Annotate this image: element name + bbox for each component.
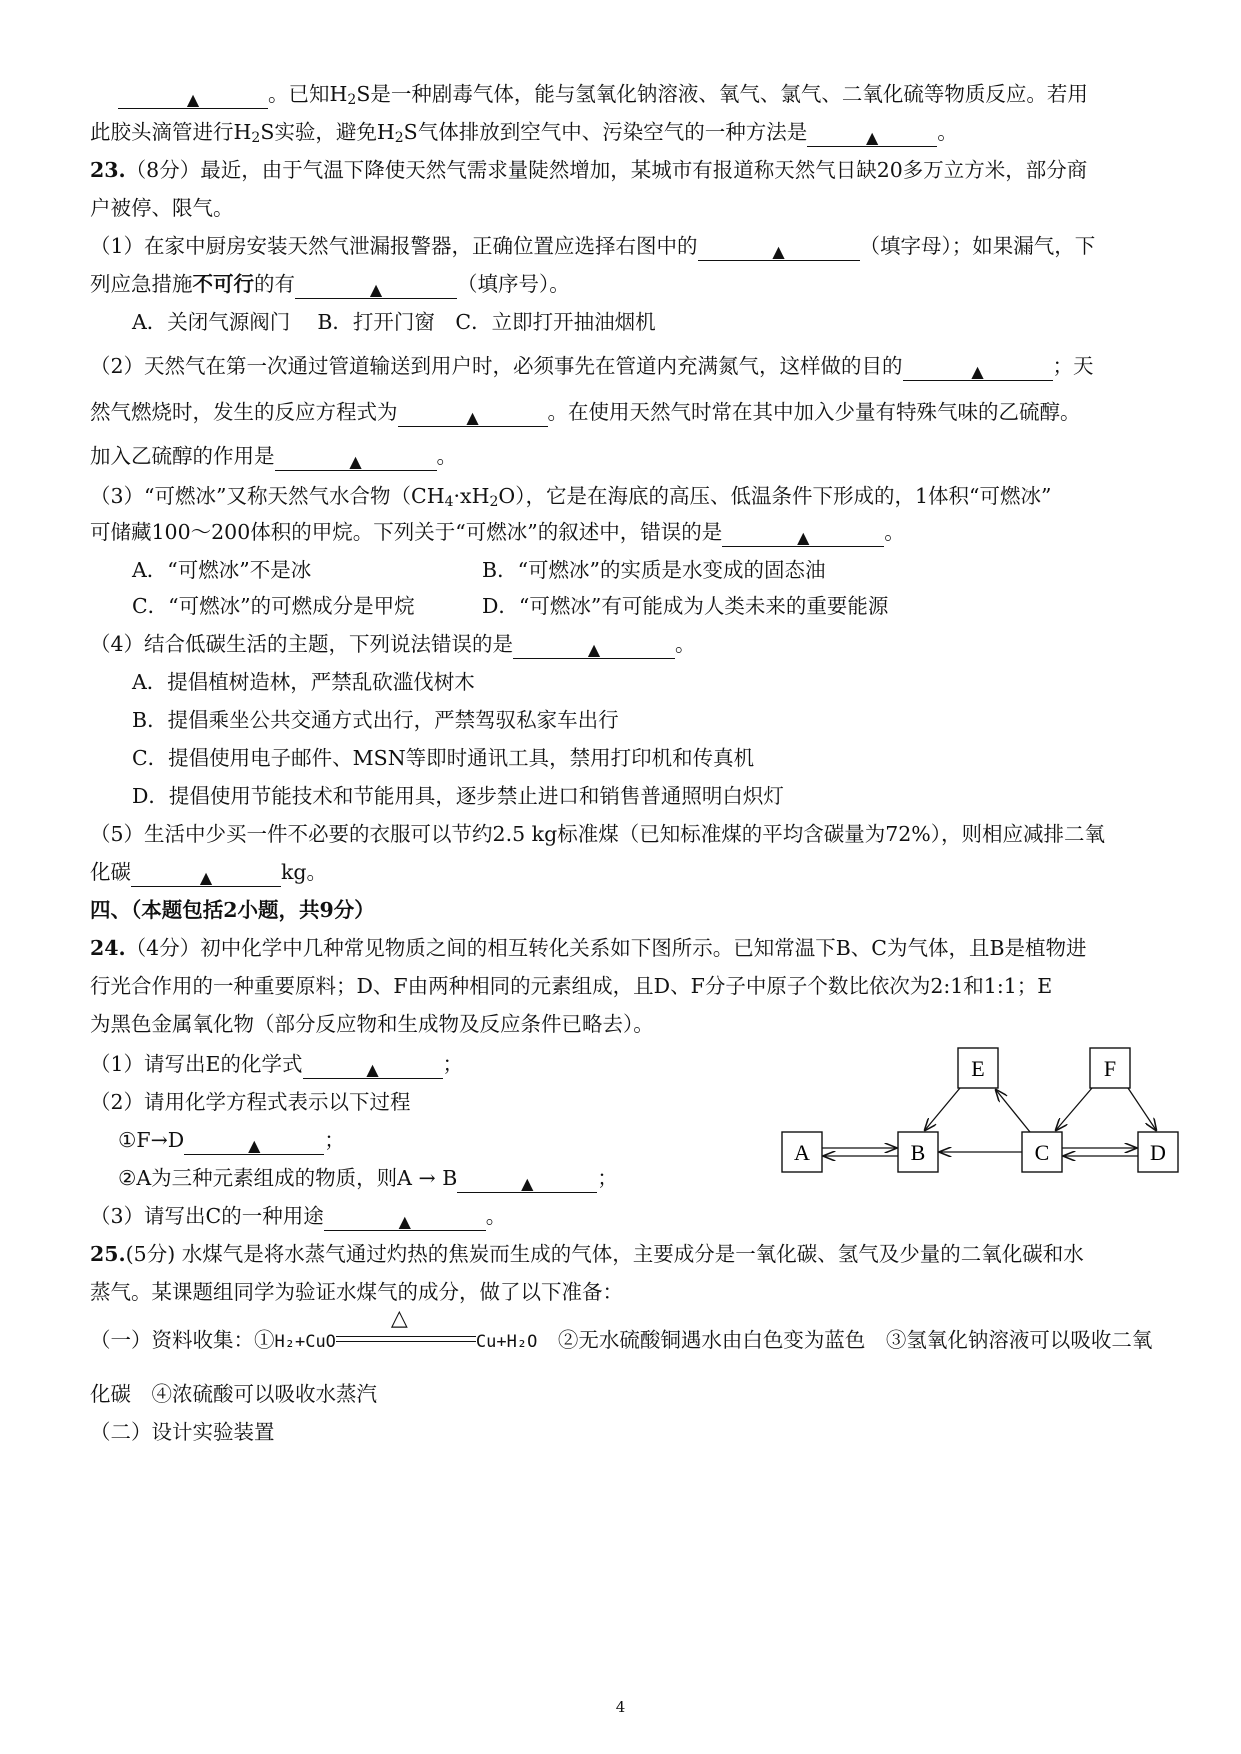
node-label: B [910, 1140, 926, 1165]
answer-blank[interactable]: ▲ [698, 236, 860, 261]
text-line: （二）设计实验装置 [90, 1420, 275, 1444]
answer-blank[interactable]: ▲ [513, 634, 675, 659]
text-line: 列应急措施不可行的有 ▲ （填序号）。 [90, 272, 570, 299]
question-23: 23.（8分）最近，由于气温下降使天然气需求量陡然增加，某城市有报道称天然气日缺20多万立方米，部分商 [90, 158, 1088, 182]
page-number: 4 [615, 1698, 626, 1716]
text-line: （1）在家中厨房安装天然气泄漏报警器，正确位置应选择右图中的 ▲ （填字母）；如果漏气，下 [90, 234, 1096, 261]
equation-left: H₂+CuO [274, 1332, 336, 1352]
section-heading: 四、（本题包括2小题，共9分） [90, 898, 375, 922]
text-line: 户被停、限气。 [90, 196, 234, 220]
question-number: 23. [90, 158, 126, 182]
option-item: B．提倡乘坐公共交通方式出行，严禁驾驭私家车出行 [132, 708, 619, 732]
text-line: 蒸气。某课题组同学为验证水煤气的成分，做了以下准备： [90, 1280, 623, 1304]
text-line: （1）请写出E的化学式 ▲ ； [90, 1052, 464, 1079]
answer-blank[interactable]: ▲ [275, 446, 437, 471]
answer-blank[interactable]: ▲ [131, 862, 281, 887]
text-line: （4）结合低碳生活的主题，下列说法错误的是 ▲ 。 [90, 632, 696, 659]
text-line: 然气燃烧时，发生的反应方程式为 ▲ 。在使用天然气时常在其中加入少量有特殊气味的乙硫醇。 [90, 400, 1081, 427]
answer-blank[interactable]: ▲ [807, 122, 937, 147]
text-line: 为黑色金属氧化物（部分反应物和生成物及反应条件已略去）。 [90, 1012, 654, 1036]
answer-blank[interactable]: ▲ [722, 522, 884, 547]
option-item: A．提倡植树造林，严禁乱砍滥伐树木 [132, 670, 475, 694]
reaction-diagram [780, 1040, 1180, 1200]
answer-blank[interactable]: ▲ [903, 356, 1053, 381]
equation-right: Cu+H₂O [475, 1332, 538, 1352]
text-line: 化碳 ④浓硫酸可以吸收水蒸汽 [90, 1382, 377, 1406]
text-line: （一）资料收集：①H₂+CuO △ Cu+H₂O ②无水硫酸铜遇水由白色变为蓝色 ③氢氧化钠溶液可以吸收二氧 [90, 1306, 1153, 1352]
answer-blank[interactable]: ▲ [118, 84, 268, 109]
reaction-condition: △ [336, 1327, 476, 1351]
text-line: 化碳 ▲ kg。 [90, 860, 328, 887]
text-line: （5）生活中少买一件不必要的衣服可以节约2.5 kg标准煤（已知标准煤的平均含碳量为72%），则相应减排二氧 [90, 822, 1106, 846]
options-line: C．“可燃冰”的可燃成分是甲烷 D．“可燃冰”有可能成为人类未来的重要能源 [132, 594, 889, 618]
node-label: D [1150, 1140, 1166, 1165]
options-line: A．关闭气源阀门 B．打开门窗 C．立即打开抽油烟机 [132, 310, 656, 334]
node-label: C [1034, 1140, 1050, 1165]
answer-blank[interactable]: ▲ [184, 1130, 324, 1155]
text-line: 此胶头滴管进行$H_2S$实验，避免$H_2S$气体排放到空气中、污染空气的一种方法是 ▲ 。 [90, 120, 958, 147]
text-line: （2）请用化学方程式表示以下过程 [90, 1090, 411, 1114]
question-number: 25. [90, 1242, 126, 1266]
text-line: ①F→D ▲ ； [118, 1128, 345, 1155]
text-line: ②A为三种元素组成的物质，则A → B ▲ ； [118, 1166, 618, 1193]
question-number: 24. [90, 936, 126, 960]
answer-blank[interactable]: ▲ [398, 402, 548, 427]
node-label: F [1103, 1056, 1117, 1081]
option-item: D．提倡使用节能技术和节能用具，逐步禁止进口和销售普通照明白炽灯 [132, 784, 784, 808]
answer-blank[interactable]: ▲ [303, 1054, 443, 1079]
text-line: 可储藏100～200体积的甲烷。下列关于“可燃冰”的叙述中，错误的是 ▲ 。 [90, 520, 905, 547]
node-label: A [794, 1140, 810, 1165]
option-item: C．提倡使用电子邮件、MSN等即时通讯工具，禁用打印机和传真机 [132, 746, 755, 770]
node-label: E [971, 1056, 985, 1081]
question-24: 24.（4分）初中化学中几种常见物质之间的相互转化关系如下图所示。已知常温下B、C为气体，且B是植物进 [90, 936, 1087, 960]
text-line: 加入乙硫醇的作用是 ▲ 。 [90, 444, 457, 471]
question-25: 25.(5分) 水煤气是将水蒸气通过灼热的焦炭而生成的气体，主要成分是一氧化碳、氢气及少量的二氧化碳和水 [90, 1242, 1084, 1266]
text-line: （2）天然气在第一次通过管道输送到用户时，必须事先在管道内充满氮气，这样做的目的 ▲ ；天 [90, 354, 1094, 381]
text-line: （3）请写出C的一种用途 ▲ 。 [90, 1204, 507, 1231]
text-line: （3）“可燃冰”又称天然气水合物$(CH_4\cdot xH_2O)$，它是在海底的高压、低温条件下形成的，1体积“可燃冰” [90, 484, 1052, 510]
answer-blank[interactable]: ▲ [324, 1206, 486, 1231]
text-line: ▲ 。已知$H_2S$是一种剧毒气体，能与氢氧化钠溶液、氧气、氯气、二氧化硫等物质反应。若用 [90, 80, 1151, 109]
answer-blank[interactable]: ▲ [295, 274, 457, 299]
text-line: 行光合作用的一种重要原料；D、F由两种相同的元素组成，且D、F分子中原子个数比依次为2:1和1:1；E [90, 974, 1053, 998]
options-line: A．“可燃冰”不是冰 B．“可燃冰”的实质是水变成的固态油 [132, 558, 826, 582]
answer-blank[interactable]: ▲ [457, 1168, 597, 1193]
